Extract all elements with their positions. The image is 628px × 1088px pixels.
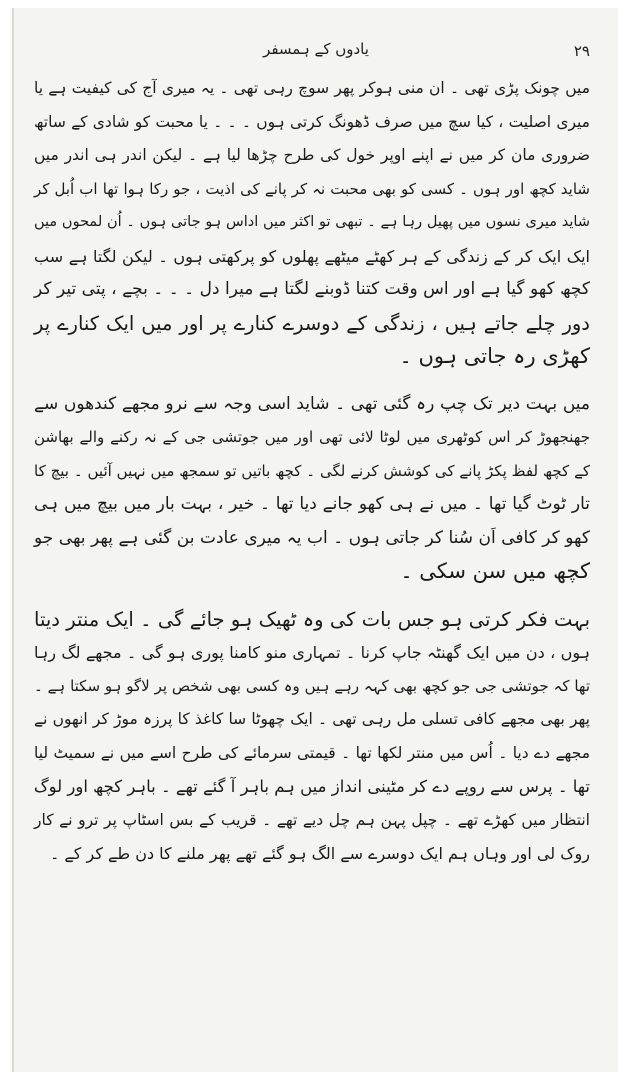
text-line: پھر بھی مجھے کافی تسلی مل رہی تھی ۔ ایک چھوٹا سا کاغذ کا پرزہ موڑ کر انھوں نے	[34, 710, 590, 728]
text-line: تھا ۔ پرس سے روپے دے کر مٹینی انداز میں ہم باہر آ گئے تھے ۔ باہر کچھ اور لوگ	[33, 777, 590, 796]
text-line: جھنجھوڑ کر اس کوٹھری میں لوٹا لائی تھی اور میں جوتشی جی کے نہ رکنے والے بھاشن	[34, 428, 590, 446]
text-line: میں بہت دیر تک چپ رہ گئی تھی ۔ شاید اسی وجہ سے نرو مجھے کندھوں سے	[34, 393, 590, 414]
paragraph-1	[34, 72, 590, 374]
text-line: کھو کر کافی اَن سُنا کر جاتی ہوں ۔ اب یہ میری عادت بن گئی ہے پھر بھی جو	[34, 527, 590, 548]
running-title: یادوں کے ہمسفر	[263, 40, 369, 58]
page-header	[14, 8, 618, 72]
text-line: کھڑی رہ جاتی ہوں ۔	[399, 344, 590, 368]
book-page	[12, 8, 618, 1072]
text-line: شاید کچھ اور ہوں ۔ کسی کو بھی محبت نہ کر پانے کی اذیت ، جو رکا ہوا تھا اب اُبل کر	[34, 179, 590, 198]
text-line: کے کچھ لفظ پکڑ پانے کی کوشش کرنے لگی ۔ کچھ باتیں تو سمجھ میں نہیں آئیں ۔ بیچ کا	[34, 461, 590, 480]
body-text	[14, 72, 618, 871]
text-line: ضروری مان کر میں نے اپنے اوپر خول کی طرح چڑھا لیا ہے ۔ لیکن اندر ہی اندر میں	[34, 146, 590, 164]
paragraph-3	[34, 603, 590, 871]
text-line: ایک ایک کر کے زندگی کے ہر کھٹے میٹھے پھلوں کو پرکھتی ہوں ۔ لیکن لگتا ہے سب	[34, 246, 590, 266]
text-line: مجھے دے دیا ۔ اُس میں منتر لکھا تھا ۔ قیمتی سرمائے کی طرح اسے میں نے سمیٹ لیا	[34, 743, 590, 762]
text-line: میں چونک پڑی تھی ۔ ان منی ہوکر پھر سوچ رہی تھی ۔ یہ میری آج کی کیفیت ہے یا	[34, 79, 590, 97]
paragraph-2	[34, 388, 590, 589]
text-line: انتظار میں کھڑے تھے ۔ چپل پہن ہم چل دیے تھے ۔ قریب کے بس اسٹاپ پر ترو نے کار	[34, 810, 590, 829]
text-line: کچھ کھو گیا ہے اور اس وقت کتنا ڈوبنے لگتا ہے میرا دل ۔ ۔ ۔ بچے ، پتی تیر کر	[34, 279, 590, 299]
page-number: ۲۹	[573, 42, 590, 60]
text-line: تار ٹوٹ گیا تھا ۔ میں نے ہی کھو جانے دیا تھا ۔ خیر ، بہت بار میں بیچ میں ہی	[34, 494, 590, 514]
text-line: روک لی اور وہاں ہم ایک دوسرے سے الگ ہو گئے تھے پھر ملنے کا دن طے کر کے ۔	[49, 844, 590, 863]
text-line: تھا کہ جوتشی جی جو کچھ بھی کہہ رہے ہیں وہ کسی بھی شخص پر لاگو ہو سکتا ہے ۔	[34, 676, 590, 695]
text-line: شاید میری نسوں میں پھیل رہا ہے ۔ تبھی تو اکثر میں اداس ہو جاتی ہوں ۔ اُن لمحوں میں	[34, 214, 590, 230]
text-line: دور چلے جاتے ہیں ، زندگی کے دوسرے کنارے پر اور میں ایک کنارے پر	[34, 311, 590, 335]
text-line: میری اصلیت ، کیا سچ میں صرف ڈھونگ کرتی ہوں ۔ ۔ ۔ یا محبت کو شادی کے ساتھ	[34, 112, 590, 131]
text-line: بہت فکر کرتی ہو جس بات کی وہ ٹھیک ہو جائے گی ۔ ایک منتر دیتا	[34, 607, 590, 631]
text-line: کچھ میں سن سکی ۔	[400, 559, 590, 583]
text-line: ہوں ، دن میں ایک گھنٹہ جاپ کرنا ۔ تمہاری منو کامنا پوری ہو گی ۔ مجھے لگ رہا	[34, 643, 590, 662]
